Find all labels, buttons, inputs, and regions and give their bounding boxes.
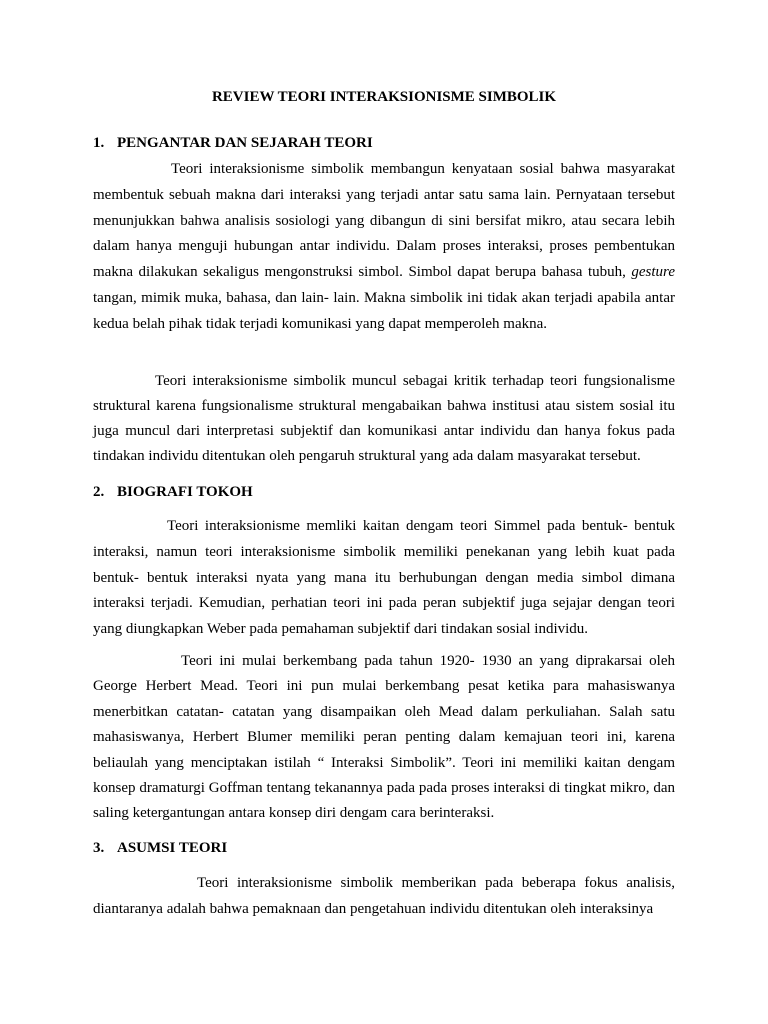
paragraph-text: Teori interaksionisme simbolik membangun kenyataan sosial bahwa masyarakat membentuk sebuah makna dari interaksi yang terjadi antar satu sama lain. Pernyataan tersebut menunjukkan bahwa analisis sosiologi yang dibangun di sini bersifat mikro, atau secara lebih dalam hanya menguji hubungan antar individu. Dalam proses interaksi, proses pembentukan makna dilakukan sekaligus mengonstruksi simbol. Simbol dapat berupa bahasa tubuh, bbox=[93, 161, 675, 281]
section-heading-1 bbox=[93, 133, 373, 153]
paragraph: Teori interaksionisme simbolik muncul sebagai kritik terhadap teori fungsionalisme struktural karena fungsionalisme struktural mengabaikan bahwa institusi atau sistem sosial itu juga muncul dari interpretasi subjektif dan komunikasi antar individu dan hanya fokus pada tindakan individu ditentukan oleh pengaruh struktural yang ada dalam masyarakat tersebut. bbox=[93, 373, 675, 464]
italic-term: gesture bbox=[631, 264, 675, 281]
section-heading-3 bbox=[93, 838, 227, 858]
section-number: 3. bbox=[93, 840, 105, 856]
section-heading-text: PENGANTAR DAN SEJARAH TEORI bbox=[117, 135, 373, 151]
section-number: 2. bbox=[93, 484, 105, 500]
paragraph-text: tangan, mimik muka, bahasa, dan lain- lain. Makna simbolik ini tidak akan terjadi apabila antar kedua belah pihak tidak terjadi komunikasi yang dapat memperoleh makna. bbox=[93, 289, 675, 332]
section-heading-text: BIOGRAFI TOKOH bbox=[117, 484, 253, 500]
section-heading-2 bbox=[93, 482, 253, 502]
document-title: REVIEW TEORI INTERAKSIONISME SIMBOLIK bbox=[211, 89, 557, 105]
section-number: 1. bbox=[93, 135, 105, 151]
section-heading-text: ASUMSI TEORI bbox=[117, 840, 228, 856]
paragraph: Teori interaksionisme simbolik memberikan pada beberapa fokus analisis, diantaranya adalah bahwa pemaknaan dan pengetahuan individu ditentukan oleh interaksinya bbox=[93, 875, 675, 917]
paragraph bbox=[93, 157, 675, 338]
paragraph: Teori interaksionisme memliki kaitan dengam teori Simmel pada bentuk- bentuk interaksi, namun teori interaksionisme simbolik memiliki penekanan yang lebih kuat pada bentuk- bentuk interaksi nyata yang mana itu berhubungan dengan media simbol dimana interaksi terjadi. Kemudian, perhatian teori ini pada peran subjektif juga sejajar dengan teori yang diungkapkan Weber pada pemahaman subjektif dari tindakan sosial individu. bbox=[93, 518, 675, 638]
paragraph: Teori ini mulai berkembang pada tahun 1920- 1930 an yang diprakarsai oleh George Herbert Mead. Teori ini pun mulai berkembang pesat ketika para mahasiswanya menerbitkan catatan- catatan yang disampaikan oleh Mead dalam perkuliahan. Salah satu mahasiswanya, Herbert Blumer memiliki peran penting dalam kemajuan teori ini, karena beliaulah yang menciptakan istilah “ Interaksi Simbolik”. Teori ini memiliki kaitan dengam konsep dramaturgi Goffman tentang tekanannya pada pada proses interaksi di tingkat mikro, dan saling ketergantungan antara konsep diri dengam cara berinteraksi. bbox=[93, 653, 675, 822]
